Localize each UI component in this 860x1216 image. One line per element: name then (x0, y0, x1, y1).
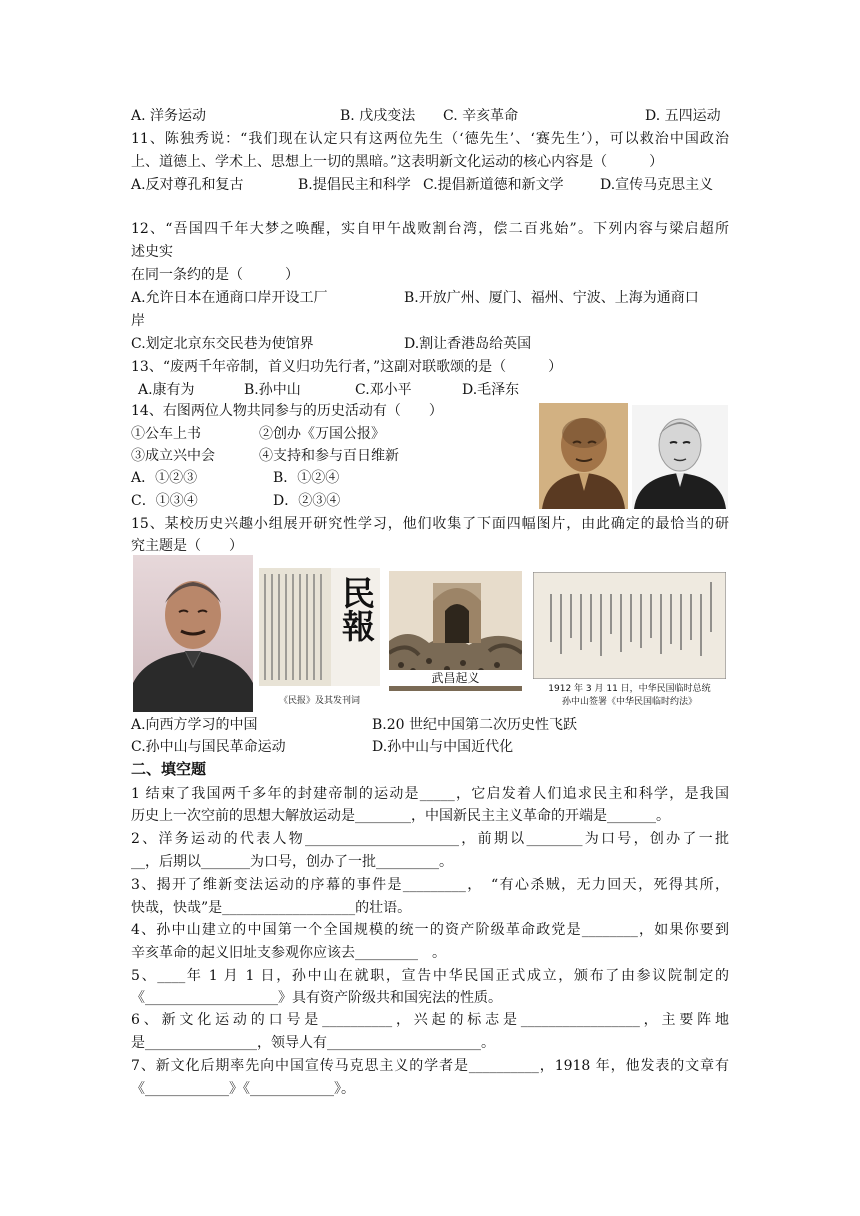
caption-wuchang: 武昌起义 (389, 670, 522, 686)
q10-option-c: C. 辛亥革命 (443, 108, 519, 124)
fill-q6-line1: 6、新文化运动的口号是__________，兴起的标志是_________________，主要阵地 (131, 1012, 729, 1028)
caption-constitution-line1: 1912 年 3 月 11 日，中华民国临时总统 (548, 684, 711, 694)
q13-stem: 13、“废两千年帝制，首义归功先行者，”这副对联歌颂的是（ ） (131, 359, 563, 375)
q10-option-d: D. 五四运动 (645, 108, 721, 124)
q12-option-c: C.划定北京东交民巷为使馆界 (131, 336, 314, 352)
q13-option-a: A.康有为 (138, 382, 195, 398)
q13-option-c: C.邓小平 (355, 382, 412, 398)
wuchang-uprising-image (389, 571, 522, 691)
q14-option-a: A．①②③ (131, 470, 198, 486)
q12-stem-line2: 述史实 (131, 244, 173, 260)
q15-option-d: D.孙中山与中国近代化 (372, 739, 514, 755)
q13-option-b: B.孙中山 (244, 382, 301, 398)
q14-item-1: ①公车上书 (131, 426, 201, 442)
q12-option-b-wrap: 岸 (131, 313, 145, 329)
q12-option-b: B.开放广州、厦门、福州、宁波、上海为通商口 (404, 290, 699, 306)
q11-option-a: A.反对尊孔和复古 (131, 177, 244, 193)
q13-option-d: D.毛泽东 (462, 382, 520, 398)
q14-stem: 14、右图两位人物共同参与的历史活动有（ ） (131, 403, 443, 419)
q11-option-b: B.提倡民主和科学 (298, 177, 411, 193)
portrait-liang-qichao-image (632, 405, 728, 509)
q15-option-a: A.向西方学习的中国 (131, 717, 258, 733)
q12-stem-line3: 在同一条约的是（ ） (131, 267, 299, 283)
fill-q6-line2: 是________________，领导人有______________________。 (131, 1035, 495, 1051)
caption-constitution-line2: 孙中山签署《中华民国临时约法》 (561, 697, 697, 707)
q12-option-a: A.允许日本在通商口岸开设工厂 (131, 290, 328, 306)
minbao-masthead: 民報 (337, 576, 376, 642)
portrait-sun-yatsen-image (133, 555, 253, 712)
fill-q1-line1: 1 结束了我国两千多年的封建帝制的运动是_____，它启发着人们追求民主和科学，是我国 (131, 786, 729, 802)
portrait-kang-youwei-image (539, 403, 628, 509)
q14-item-3: ③成立兴中会 (131, 448, 215, 464)
fill-q4-line1: 4、孙中山建立的中国第一个全国规模的统一的资产阶级革命政党是________，如果你要到 (131, 922, 729, 938)
q12-stem-line1: 12、“吾国四千年大梦之唤醒，实自甲午战败割台湾，偿二百兆始”。下列内容与梁启超所 (131, 221, 729, 237)
q15-option-b: B.20 世纪中国第二次历史性飞跃 (372, 717, 578, 733)
q15-stem-line2: 究主题是（ ） (131, 538, 243, 554)
fill-q4-line2: 辛亥革命的起义旧址支参观你应该去_________ 。 (131, 945, 446, 961)
q11-stem-line1: 11、陈独秀说：“我们现在认定只有这两位先生（‘德先生’、‘赛先生’），可以救治中国政治 (131, 131, 729, 147)
fill-q2-line2: __，后期以_______为口号，创办了一批_________。 (131, 854, 453, 870)
q14-option-b: B．①②④ (273, 470, 340, 486)
q11-option-c: C.提倡新道德和新文学 (423, 177, 564, 193)
q10-option-b: B. 戊戌变法 (340, 108, 416, 124)
provisional-constitution-image (533, 572, 726, 679)
q14-item-2: ②创办《万国公报》 (259, 426, 385, 442)
fill-q7-line1: 7、新文化后期率先向中国宣传马克思主义的学者是__________，1918 年，他发表的文章有 (131, 1058, 729, 1074)
fill-q5-line1: 5、____年 1 月 1 日，孙中山在就职，宣告中华民国正式成立，颁布了由参议院制定的 (131, 968, 729, 984)
fill-q7-line2: 《____________》《____________》。 (131, 1081, 355, 1097)
minbao-image (259, 568, 380, 686)
q15-option-c: C.孙中山与国民革命运动 (131, 739, 286, 755)
fill-q1-line2: 历史上一次空前的思想大解放运动是________，中国新民主主义革命的开端是_______。 (131, 808, 670, 824)
fill-q3-line2: 快哉，快哉”是___________________的壮语。 (131, 900, 412, 916)
q14-option-d: D．②③④ (273, 493, 341, 509)
q15-stem-line1: 15、某校历史兴趣小组展开研究性学习，他们收集了下面四幅图片，由此确定的最恰当的研 (131, 516, 729, 532)
fill-q3-line1: 3、揭开了维新变法运动的序幕的事件是_________， “有心杀贼，无力回天，死得其所， (131, 877, 729, 893)
q11-option-d: D.宣传马克思主义 (600, 177, 714, 193)
caption-minbao: 《民报》及其发刊词 (278, 696, 360, 706)
q14-item-4: ④支持和参与百日维新 (259, 448, 399, 464)
section-fill-in-title: 二、填空题 (131, 760, 207, 778)
q14-option-c: C．①③④ (131, 493, 198, 509)
q11-stem-line2: 上、道德上、学术上、思想上一切的黑暗。”这表明新文化运动的核心内容是（ ） (131, 154, 664, 170)
q10-option-a: A. 洋务运动 (131, 108, 207, 124)
q12-option-d: D.割让香港岛给英国 (404, 336, 532, 352)
fill-q5-line2: 《___________________》具有资产阶级共和国宪法的性质。 (131, 990, 502, 1006)
fill-q2-line1: 2、洋务运动的代表人物______________________，前期以________为口号，创办了一批 (131, 831, 729, 847)
